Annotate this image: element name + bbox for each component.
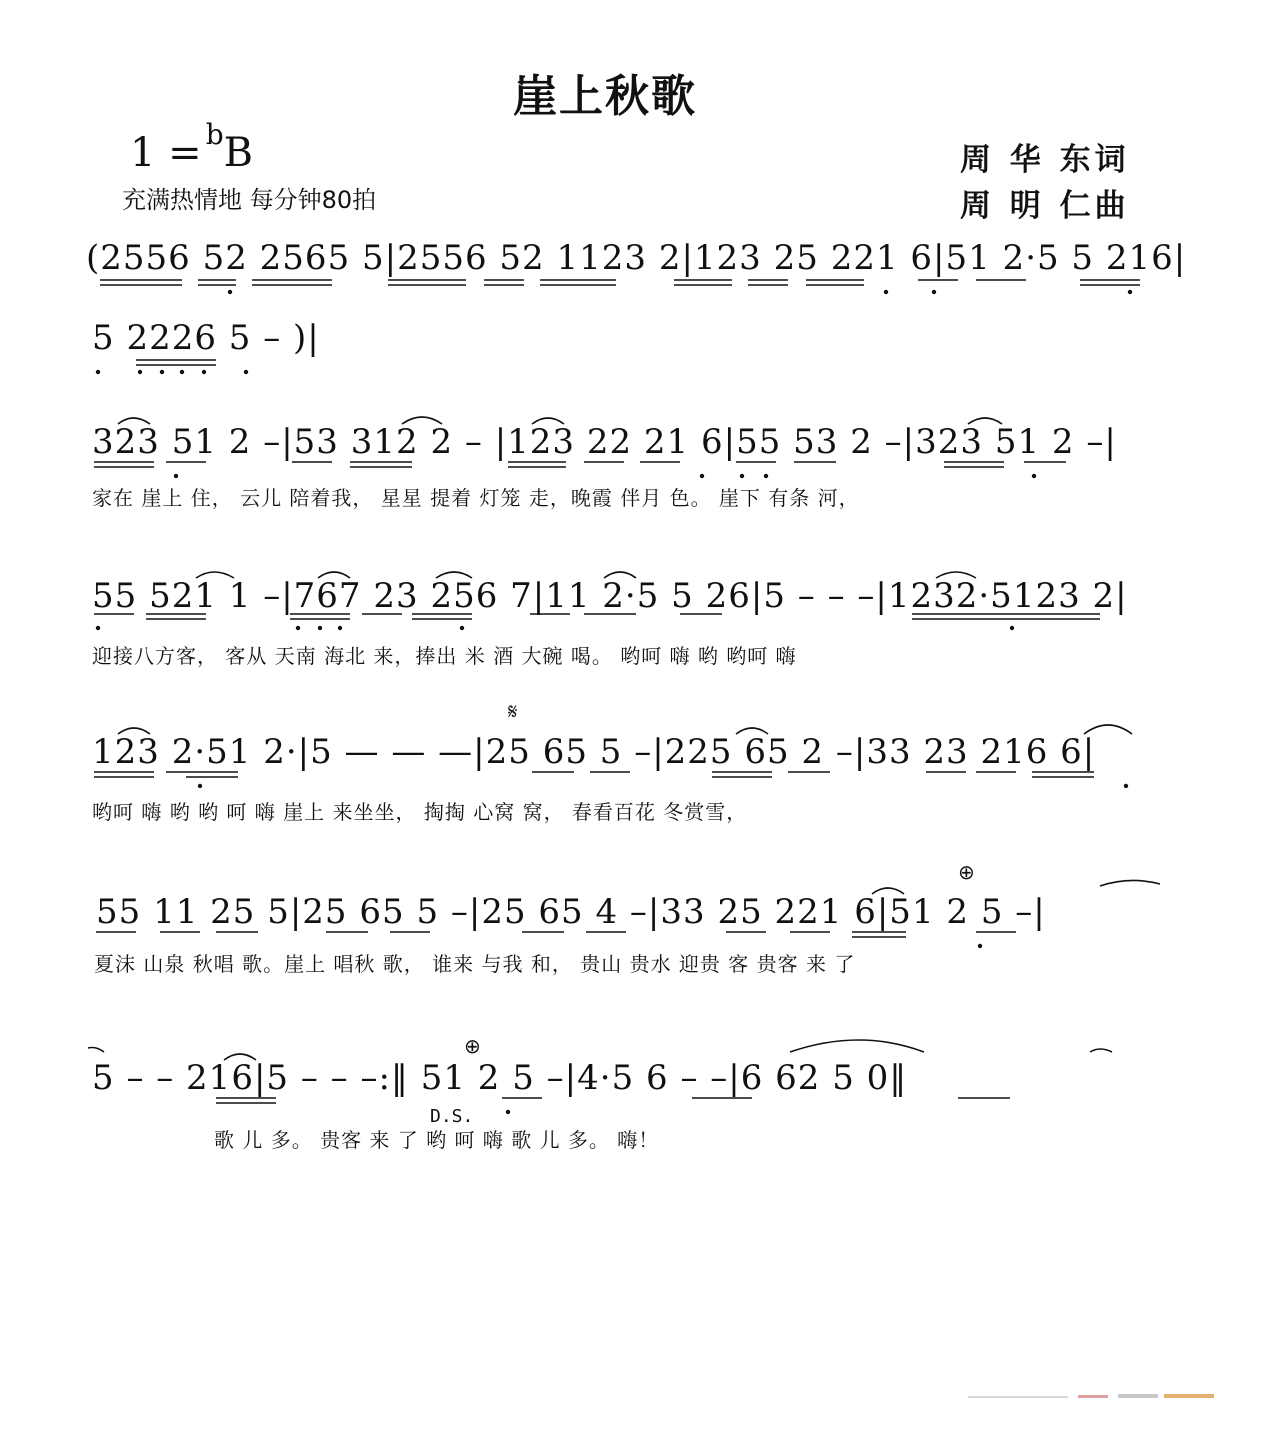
tempo-marking: 充满热情地 每分钟80拍	[122, 186, 377, 214]
intro-notes-line-2: 5 2226 5 – )|	[92, 318, 320, 358]
verse-notes-line-1: 323 51 2 –|53 312 2 – |123 22 21 6|55 53 2 –|323 51 2 –|	[92, 422, 1117, 462]
coda-icon: ⊕	[958, 860, 975, 884]
composer-credit: 周 明 仁曲	[960, 188, 1130, 224]
key-note: B	[223, 130, 254, 176]
lyricist-credit: 周 华 东词	[960, 142, 1130, 178]
key-prefix: 1 =	[130, 130, 202, 176]
verse-lyrics-line-3: 哟呵 嗨 哟 哟 呵 嗨 崖上 来坐坐， 掏掏 心窝 窝， 春看百花 冬赏雪，	[92, 800, 748, 824]
verse-lyrics-line-2: 迎接八方客， 客从 天南 海北 来，捧出 米 酒 大碗 喝。 哟呵 嗨 哟 哟呵 嗨	[92, 644, 797, 668]
verse-notes-line-2: 55 521 1 –|767 23 256 7|11 2·5 5 26|5 – – –|1232·5123 2|	[92, 576, 1128, 616]
segno-icon: 𝄋	[508, 700, 518, 725]
page-title: 崖上秋歌	[513, 71, 697, 122]
verse-notes-line-4: 55 11 25 5|25 65 5 –|25 65 4 –|33 25 221 6|51 2 5 –|	[96, 892, 1046, 932]
verse-lyrics-line-1: 家在 崖上 住， 云儿 陪着我， 星星 提着 灯笼 走，晚霞 伴月 色。 崖下 有条 河，	[92, 486, 860, 510]
verse-notes-line-3: 123 2·51 2·|5 — — —|25 65 5 –|225 65 2 –|33 23 216 6|	[92, 732, 1096, 772]
verse-lyrics-line-5: 歌 儿 多。 贵客 来 了 哟 呵 嗨 歌 儿 多。 嗨！	[214, 1128, 660, 1152]
verse-lyrics-line-4: 夏沫 山泉 秋唱 歌。崖上 唱秋 歌， 谁来 与我 和， 贵山 贵水 迎贵 客 贵客 来 了	[94, 952, 856, 976]
verse-notes-line-5: 5 – – 216|5 – – –:‖ 51 2 5 –|4·5 6 – –|6 62 5 0‖	[92, 1058, 908, 1098]
flat-sign: b	[205, 118, 224, 151]
intro-notes-line-1: (2556 52 2565 5|2556 52 1123 2|123 25 221 6|51 2·5 5 216|	[86, 238, 1187, 278]
dal-segno-mark: D.S.	[430, 1106, 474, 1127]
coda-icon-2: ⊕	[464, 1034, 481, 1058]
